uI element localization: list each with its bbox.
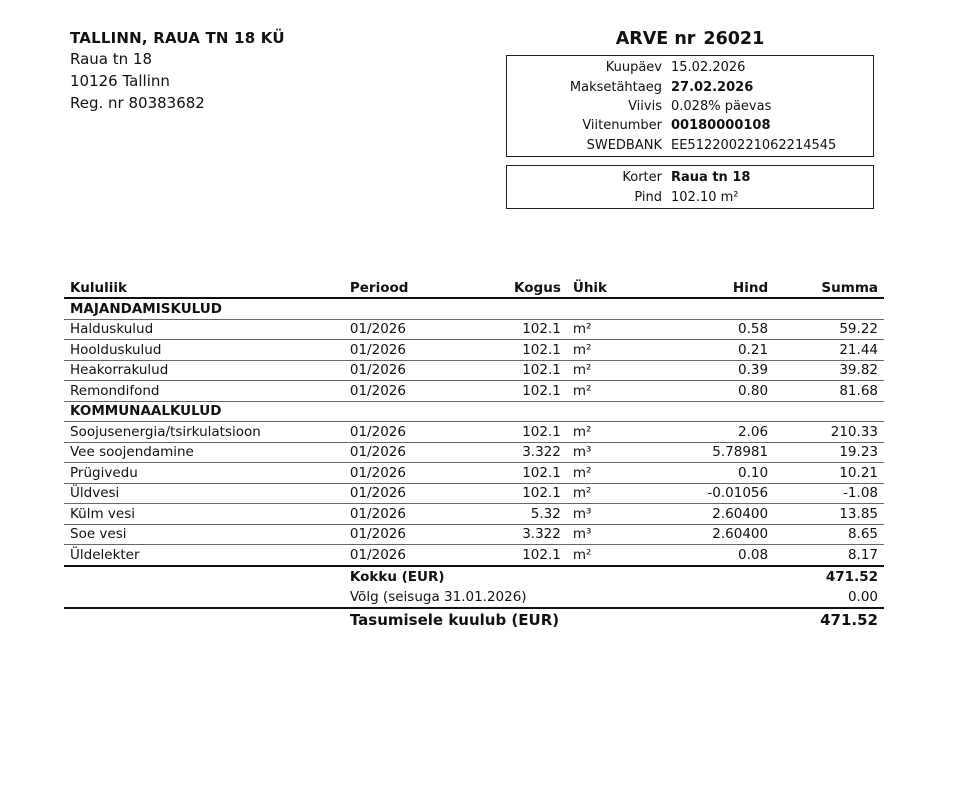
amount-due-row — [64, 608, 884, 631]
header-price: Hind — [647, 278, 774, 298]
quantity: 102.1 — [450, 545, 567, 566]
period: 01/2026 — [344, 524, 450, 545]
period: 01/2026 — [344, 463, 450, 484]
apartment-box — [506, 165, 874, 209]
invoice-field-row — [507, 116, 873, 135]
total-row — [64, 566, 884, 587]
invoice-details-box — [506, 55, 874, 157]
section-title: KOMMUNAALKULUD — [64, 401, 884, 422]
unit: m² — [567, 483, 647, 504]
apartment-field-value: Raua tn 18 — [671, 170, 751, 186]
sum: 19.23 — [774, 442, 884, 463]
invoice-field-row — [507, 58, 873, 77]
period: 01/2026 — [344, 545, 450, 566]
quantity: 102.1 — [450, 483, 567, 504]
company-info — [70, 28, 285, 114]
invoice-header — [506, 28, 874, 209]
invoice-field-row — [507, 97, 873, 116]
amount-due-label: Tasumisele kuulub (EUR) — [344, 608, 774, 631]
price: 2.60400 — [647, 524, 774, 545]
sum: 21.44 — [774, 340, 884, 361]
company-street: Raua tn 18 — [70, 50, 152, 68]
cost-type: Remondifond — [64, 381, 344, 402]
cost-type: Külm vesi — [64, 504, 344, 525]
invoice-field-label: Maksetähtaeg — [569, 79, 662, 95]
invoice-field-value: 27.02.2026 — [671, 79, 754, 95]
table-row — [64, 381, 884, 402]
price: 0.39 — [647, 360, 774, 381]
unit: m³ — [567, 524, 647, 545]
quantity: 102.1 — [450, 319, 567, 340]
invoice-field-label: SWEDBANK — [586, 137, 662, 153]
unit: m³ — [567, 504, 647, 525]
sum: 39.82 — [774, 360, 884, 381]
table-row — [64, 483, 884, 504]
section-row — [64, 401, 884, 422]
table-row — [64, 524, 884, 545]
invoice-field-value: 0.028% päevas — [671, 98, 772, 114]
quantity: 5.32 — [450, 504, 567, 525]
apartment-field-value: 102.10 m² — [671, 189, 739, 205]
table-header-row — [64, 278, 884, 298]
cost-type: Üldvesi — [64, 483, 344, 504]
price: 0.58 — [647, 319, 774, 340]
cost-type: Üldelekter — [64, 545, 344, 566]
price: 2.60400 — [647, 504, 774, 525]
debt-label: Võlg (seisuga 31.01.2026) — [349, 588, 527, 605]
total-label: Kokku (EUR) — [344, 566, 774, 587]
sum: 210.33 — [774, 422, 884, 443]
section-title: MAJANDAMISKULUD — [64, 298, 884, 319]
section-row — [64, 298, 884, 319]
price: 0.80 — [647, 381, 774, 402]
table-row — [64, 504, 884, 525]
sum: 8.65 — [774, 524, 884, 545]
table-row — [64, 442, 884, 463]
unit: m² — [567, 340, 647, 361]
period: 01/2026 — [344, 442, 450, 463]
unit: m² — [567, 360, 647, 381]
company-postal: 10126 Tallinn — [70, 72, 170, 90]
cost-type: Heakorrakulud — [64, 360, 344, 381]
sum: 8.17 — [774, 545, 884, 566]
invoice-field-label: Viitenumber — [582, 118, 662, 134]
price: 5.78981 — [647, 442, 774, 463]
totals-body — [64, 566, 884, 631]
invoice-title — [506, 28, 874, 55]
debt-value: 0.00 — [847, 588, 878, 605]
sum: 59.22 — [774, 319, 884, 340]
unit: m² — [567, 463, 647, 484]
invoice-field-value: 00180000108 — [671, 118, 771, 134]
period: 01/2026 — [344, 340, 450, 361]
period: 01/2026 — [344, 319, 450, 340]
apartment-field-label: Pind — [634, 189, 662, 205]
charges-body — [64, 298, 884, 566]
charges-table — [64, 278, 884, 631]
header-quantity: Kogus — [450, 278, 567, 298]
sum: -1.08 — [774, 483, 884, 504]
quantity: 102.1 — [450, 381, 567, 402]
table-row — [64, 422, 884, 443]
header-type: Kululiik — [64, 278, 344, 298]
table-row — [64, 360, 884, 381]
quantity: 102.1 — [450, 422, 567, 443]
price: 0.08 — [647, 545, 774, 566]
cost-type: Soojusenergia/tsirkulatsioon — [64, 422, 344, 443]
quantity: 102.1 — [450, 340, 567, 361]
debt-row — [64, 587, 884, 608]
cost-type: Hoolduskulud — [64, 340, 344, 361]
cost-type: Soe vesi — [64, 524, 344, 545]
quantity: 102.1 — [450, 360, 567, 381]
quantity: 3.322 — [450, 442, 567, 463]
price: 2.06 — [647, 422, 774, 443]
total-spacer — [64, 566, 344, 587]
table-row — [64, 463, 884, 484]
table-row — [64, 545, 884, 566]
invoice-title-label: ARVE nr — [615, 29, 696, 49]
invoice-field-value: EE512200221062214545 — [671, 137, 837, 153]
company-name: TALLINN, RAUA TN 18 KÜ — [70, 29, 285, 47]
period: 01/2026 — [344, 483, 450, 504]
invoice-number: 26021 — [703, 29, 765, 49]
header-period: Periood — [344, 278, 450, 298]
period: 01/2026 — [344, 360, 450, 381]
table-row — [64, 340, 884, 361]
debt-spacer — [64, 587, 344, 608]
company-reg-number: Reg. nr 80383682 — [70, 94, 205, 112]
amount-due-value: 471.52 — [774, 608, 884, 631]
unit: m³ — [567, 442, 647, 463]
invoice-field-row — [507, 77, 873, 96]
period: 01/2026 — [344, 422, 450, 443]
apartment-field-label: Korter — [622, 170, 662, 186]
period: 01/2026 — [344, 504, 450, 525]
sum: 13.85 — [774, 504, 884, 525]
unit: m² — [567, 545, 647, 566]
sum: 10.21 — [774, 463, 884, 484]
quantity: 102.1 — [450, 463, 567, 484]
quantity: 3.322 — [450, 524, 567, 545]
unit: m² — [567, 319, 647, 340]
header-unit: Ühik — [567, 278, 647, 298]
header-sum: Summa — [774, 278, 884, 298]
cost-type: Vee soojendamine — [64, 442, 344, 463]
invoice-field-label: Viivis — [628, 98, 662, 114]
invoice-field-label: Kuupäev — [605, 60, 662, 76]
total-value: 471.52 — [774, 566, 884, 587]
apartment-field-row — [507, 187, 873, 206]
cost-type: Halduskulud — [64, 319, 344, 340]
invoice-field-row — [507, 136, 873, 155]
table-row — [64, 319, 884, 340]
apartment-field-row — [507, 168, 873, 187]
unit: m² — [567, 381, 647, 402]
unit: m² — [567, 422, 647, 443]
price: 0.21 — [647, 340, 774, 361]
due-spacer — [64, 608, 344, 631]
sum: 81.68 — [774, 381, 884, 402]
invoice-field-value: 15.02.2026 — [671, 60, 746, 76]
price: 0.10 — [647, 463, 774, 484]
cost-type: Prügivedu — [64, 463, 344, 484]
price: -0.01056 — [647, 483, 774, 504]
period: 01/2026 — [344, 381, 450, 402]
